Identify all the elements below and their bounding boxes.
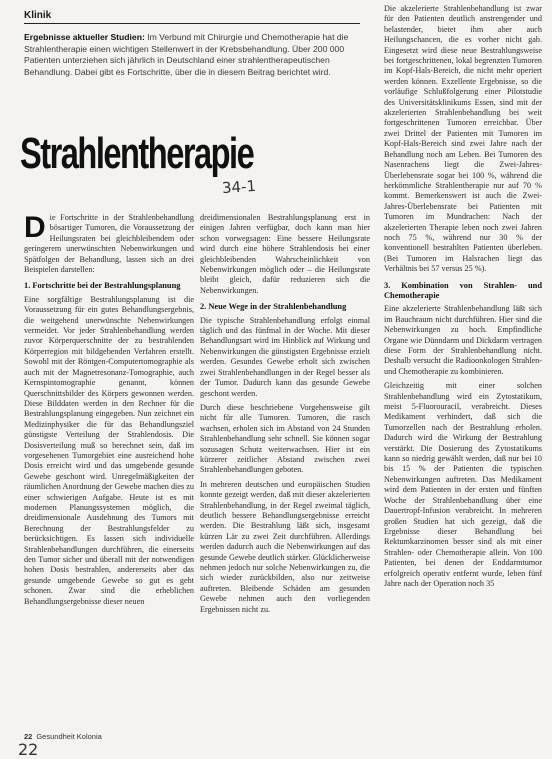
paragraph: Durch diese beschriebene Vorgehensweise gilt nicht für alle Tumoren. Tumoren, die rasch wachsen, erholen sich im Abstand von 24 Stunden Strahlenbehandlung sehr schnell. Sie können sogar sozusagen Schutz weiterwachsen. Hier ist ein kürzerer zeitlicher Abstand zwischen zwei Strahlenbehandlungen geboten.: [200, 402, 370, 475]
lead-text: ie Fortschritte in der Strahlenbehandlung bösartiger Tumoren, die Voraussetzung der Heilungsraten bei gleichbleibendem oder geringerem unerwünschten Nebenwirkungen und Spätfolgen der Behandlung, lassen sich an drei Beispielen darstellen:: [24, 213, 194, 275]
paragraph: Die akzelerierte Strahlenbehandlung ist zwar für den Patienten deutlich anstrengender und belastender, bietet ihm aber auch Heilungschancen, die es vorher nicht gab. Eingesetzt wird diese neue Bestrahlungsweise bei fortgeschrittenen, lokal begrenzten Tumoren im Kopf-Hals-Bereich, die nicht mehr operiert werden können. Exzellente Ergebnisse, so die vorläufige Schlußfolgerung einer Pilotstudie des Universitätsklinikums Essen, sind mit der akzelerierten Strahlenbehandlung bei weit fortgeschrittenen Tumoren erreichbar. Über zwei Drittel der Patienten mit Tumoren im Kopf-Hals-Bereich sind zwei Jahre nach der Behandlung noch am Leben. Bei Tumoren des Nasenrachens liegt die Zwei-Jahres-Überlebensrate sogar bei 100 %, während die herkömmliche Strahlentherapie nur auf 70 % kommt. Bemerkenswert ist auch die Zwei-Jahres-Überlebensrate bei Patienten mit Tumoren im Mundrachen: Nach der akzelerierten Therapie leben noch zwei Jahren noch 75 %, während nur 30 % der konventionell bestrahlten Patienten überleben. (Bei Tumoren im Halsrachen liegt das Verhältnis bei 57 versus 25 %).: [384, 4, 542, 274]
intro-lead: Ergebnisse aktueller Studien:: [24, 32, 145, 42]
page-title: Strahlentherapie: [20, 129, 254, 178]
section-label: Klinik: [24, 10, 360, 24]
article-column-1: [24, 213, 194, 611]
publication-name: Gesundheit Kolonia: [36, 732, 102, 741]
lead-paragraph: [24, 213, 194, 275]
heading-planning: 1. Fortschritte bei der Bestrahlungsplanung: [24, 281, 181, 291]
heading-new-ways: 2. Neue Wege in der Strahlenbehandlung: [200, 302, 347, 312]
paragraph: Die typische Strahlenbehandlung erfolgt einmal täglich und das fünfmal in der Woche. Mit dieser Behandlungsart wird im Hinblick auf Wirkung und Nebenwirkungen die günstigsten Ergebnisse erzielt werden. Gesundes Gewebe erholt sich zwischen zwei Strahlenbehandlungen in der Regel besser als der Tumor. Dadurch kann das gesunde Gewebe geschont werden.: [200, 315, 370, 398]
heading-combination: 3. Kombination von Strahlen- und Chemotherapie: [384, 280, 542, 300]
paragraph: Eine akzelerierte Strahlenbehandlung läßt sich im Bauchraum nicht durchführen. Hier sind die Nebenwirkungen zu hoch. Empfindliche Organe wie Dünndarm und Dickdarm vertragen diese Form der Strahlenbehandlung nicht. Deshalb versucht die Radioonkologen Strahlen- und Chemotherapie zu kombinieren.: [384, 304, 542, 376]
handwritten-note: 34-1: [221, 176, 257, 198]
paragraph: dreidimensionalen Bestrahlungsplanung erst in einigen Jahren verfügbar, doch kann man hier schon vorwegsagen: Eine bessere Heilungsrate wird durch eine höhere Strahlendosis bei einer gleichbleibenden Wahrscheinlichkeit von Nebenwirkungen möglich oder – die Heilungsrate bleibt gleich, dafür reduzieren sich die Nebenwirkungen.: [200, 213, 370, 295]
intro-paragraph: [24, 32, 364, 78]
paragraph: In mehreren deutschen und europäischen Studien konnte gezeigt werden, daß mit dieser akzelerierten Strahlenbehandlung, in der Regel zweimal täglich, deutlich bessere Behandlungsergebnisse erreicht werden. Die Bestrahlung läßt sich, insgesamt kürzen Lär zu zwei Zeit durchführen. Allerdings werden dadurch auch die Nebenwirkungen auf das gesunde Gewebe deutlich stärker. Glücklicherweise nehmen jedoch nur solche Nebenwirkungen zu, die sich wieder zurückbilden, also nur zeitweise auftreten. Bleibende Schäden am gesunden Gewebe nehmen auch den vorliegenden Ergebnissen nicht zu.: [200, 479, 370, 614]
article-column-3: [384, 4, 542, 593]
article-column-2: [200, 213, 370, 619]
handwritten-page-number: 22: [18, 740, 39, 759]
paragraph: Gleichzeitig mit einer solchen Strahlenbehandlung wird ein Zytostatikum, meist 5-Fluorouracil, verabreicht. Dieses Medikament verhindert, daß sich die Tumorzellen nach der Bestrahlung erholen. Dadurch wird die Wirkung der Bestrahlung verstärkt. Die Dosierung des Zytostatikums kann so niedrig gewählt werden, daß nur bei 10 bis 15 % der Patienten die typischen Nebenwirkungen auftreten. Das Medikament wird dem Patienten in der ersten und fünften Woche der Strahlenbehandlung über eine Dauertropf-Infusion verabreicht. In mehreren großen Studien hat sich gezeigt, daß die Ergebnisse dieser Behandlung bei Rektumkarzinomen besser sind als mit einer Strahlen- oder Chemotherapie allein. Von 100 Patienten, bei denen der Enddarmtumor erfolgreich operativ entfernt wurde, leben fünf Jahre nach der Operation noch 35: [384, 381, 542, 588]
intro-text: Im Verbund mit Chirurgie und Chemotherapie hat die Strahlentherapie einen wichtigen Stellenwert in der Krebsbehandlung. Über 200 000 Patienten unterziehen sich jährlich in Deutschland einer strahlentherapeutischen Behandlung. Dabei gibt es Fortschritte, über die in diesem Beitrag berichtet wird.: [24, 32, 349, 77]
drop-cap: D: [24, 211, 46, 244]
paragraph: Eine sorgfältige Bestrahlungsplanung ist die Voraussetzung für ein gutes Behandlungsergebnis, die weitgehend unerwünschte Nebenwirkungen vermeidet. Vor jeder Strahlenbehandlung werden zuvor Körperquerschnitte der zu bestrahlenden Körperregion mit bildgebenden Verfahren erstellt. Sowohl mit der Röntgen-Computertomographie als auch mit der Magnetresonanz-Tomographie, auch Kernspintomographie genannt, können Querschnittsbilder des Körpers gewonnen werden. Diese Bilddaten werden in den Rechner für die Bestrahlungsplanung eingegeben. Nun zeichnet ein Medizinphysiker die für das Behandlungsziel günstigste Verteilung der Strahlendosis. Die Dosisverteilung muß so berechnet sein, daß im vorgesehenen Tumorgebiet eine ausreichend hohe Dosis erreicht wird und das umgebende gesunde Gewebe geschont wird. Unregelmäßigkeiten der räumlichen Anordnung der Gewebe machen dies zu einer schwierigen Aufgabe. Heute ist es mit modernen Planungssystemen möglich, die dreidimensionale Ausdehnung des Tumors mit Berechnung der Bestrahlungsfelder zu berücksichtigen. Es lassen sich individuelle Strahlenbehandlungen durchführen, die einerseits den Tumor sicher und überall mit der notwendigen hohen Dosis bestrahlen, andererseits aber das gesunde umgebende Gewebe so gut es geht schonen. Zwar sind die erheblichen Behandlungsergebnisse dieser neuen: [24, 294, 194, 606]
page-number: 22: [24, 732, 33, 741]
